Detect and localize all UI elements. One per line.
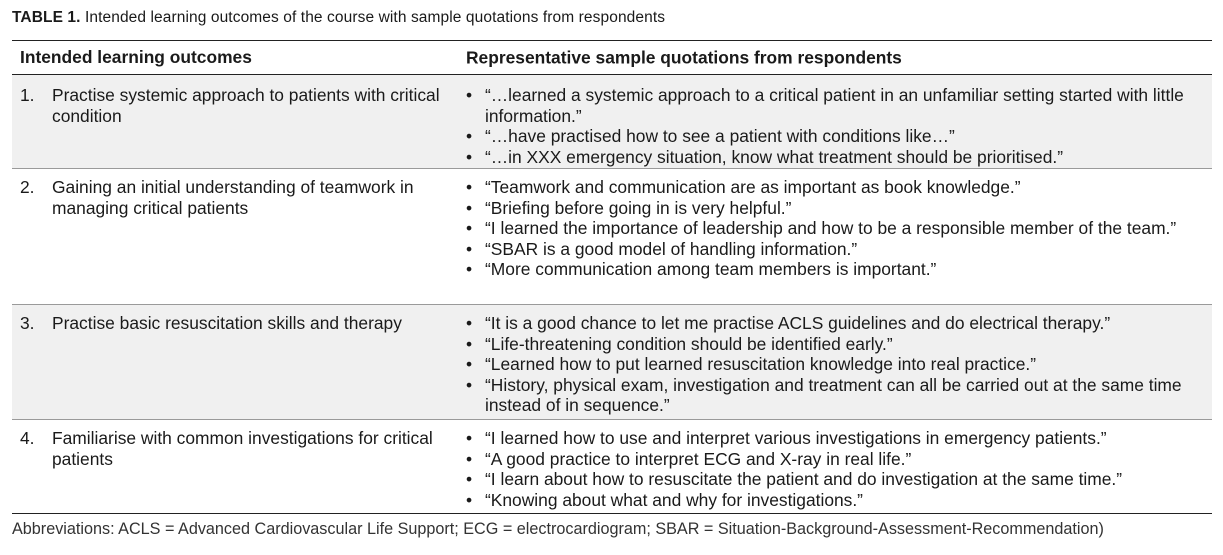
outcomes-table — [12, 40, 1212, 514]
table-caption — [12, 9, 665, 27]
header-outcomes: Intended learning outcomes — [20, 47, 252, 68]
outcome-text: Practise basic resuscitation skills and therapy — [52, 313, 402, 333]
quote-item: • “SBAR is a good model of handling information.” — [466, 239, 1212, 260]
quotes-cell — [466, 305, 1212, 420]
abbreviations-footnote: Abbreviations: ACLS = Advanced Cardiovascular Life Support; ECG = electrocardiogram; SBAR = Situation-Background-Assessment-Recommendation) — [12, 520, 1104, 538]
table-row — [12, 169, 1212, 305]
quote-item: • “A good practice to interpret ECG and X-ray in real life.” — [466, 449, 1212, 470]
quote-item: • “Knowing about what and why for investigations.” — [466, 490, 1212, 511]
quote-list — [466, 85, 1212, 167]
outcome-number: 4. — [20, 428, 35, 448]
quotes-cell — [466, 75, 1212, 169]
table-row — [12, 75, 1212, 169]
quote-item: • “…have practised how to see a patient with conditions like…” — [466, 126, 1212, 147]
quotes-cell — [466, 169, 1212, 305]
quote-item: • “It is a good chance to let me practise ACLS guidelines and do electrical therapy.” — [466, 313, 1212, 334]
quotes-cell — [466, 420, 1212, 514]
outcome-cell — [12, 169, 466, 305]
quote-list — [466, 313, 1212, 416]
table-title: Intended learning outcomes of the course with sample quotations from respondents — [84, 9, 666, 26]
header-cell — [12, 41, 1212, 75]
quote-item: • “I learn about how to resuscitate the patient and do investigation at the same time.” — [466, 469, 1212, 490]
outcome-number: 1. — [20, 85, 35, 105]
quote-item: • “…in XXX emergency situation, know what treatment should be prioritised.” — [466, 147, 1212, 168]
quote-item: • “Teamwork and communication are as important as book knowledge.” — [466, 177, 1212, 198]
outcome-cell — [12, 420, 466, 514]
table-number: TABLE 1. — [12, 9, 81, 26]
outcome-number: 2. — [20, 177, 35, 197]
header-quotations: Representative sample quotations from respondents — [466, 47, 902, 68]
quote-item: • “Life-threatening condition should be identified early.” — [466, 334, 1212, 355]
table-row — [12, 305, 1212, 420]
quote-item: • “I learned how to use and interpret various investigations in emergency patients.” — [466, 428, 1212, 449]
header-row — [12, 41, 1212, 75]
quote-item: • “More communication among team members is important.” — [466, 259, 1212, 280]
table-row — [12, 420, 1212, 514]
outcome-cell — [12, 305, 466, 420]
outcome-number: 3. — [20, 313, 35, 333]
outcome-cell — [12, 75, 466, 169]
quote-item: • “Briefing before going in is very helpful.” — [466, 198, 1212, 219]
quote-item: • “I learned the importance of leadership and how to be a responsible member of the team.” — [466, 218, 1212, 239]
quote-item: • “Learned how to put learned resuscitation knowledge into real practice.” — [466, 354, 1212, 375]
outcome-text: Familiarise with common investigations for critical patients — [52, 428, 433, 469]
outcome-text: Practise systemic approach to patients with critical condition — [52, 85, 440, 126]
quote-item: • “…learned a systemic approach to a critical patient in an unfamiliar setting started with little information.” — [466, 85, 1212, 126]
quote-list — [466, 177, 1212, 280]
quote-list — [466, 428, 1212, 510]
outcome-text: Gaining an initial understanding of teamwork in managing critical patients — [52, 177, 414, 218]
quote-item: • “History, physical exam, investigation and treatment can all be carried out at the same time instead of in sequence.” — [466, 375, 1212, 416]
